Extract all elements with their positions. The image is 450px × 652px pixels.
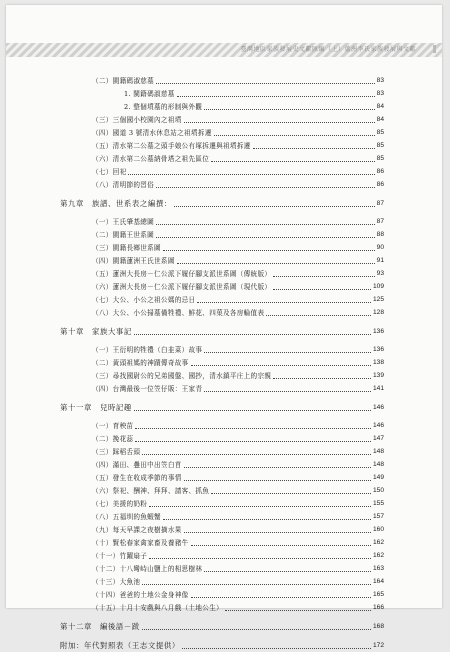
toc-leader-dots (156, 83, 375, 84)
toc-leader-dots (135, 441, 371, 442)
toc-leader-dots (204, 571, 371, 572)
toc-entry-page: 125 (372, 296, 384, 303)
toc-entry[interactable] (92, 383, 384, 395)
toc-entry-page: 165 (372, 591, 384, 598)
toc-entry-page: 128 (372, 309, 384, 316)
toc-entry[interactable] (92, 153, 384, 165)
toc-entry-page: 163 (372, 565, 384, 572)
toc-leader-dots (211, 161, 374, 162)
toc-leader-dots (134, 410, 371, 411)
toc-entry-label: （十三）大魚池 (92, 578, 141, 586)
toc-entry[interactable] (92, 433, 384, 445)
toc-leader-dots (184, 467, 371, 468)
toc-entry-label: （二）黃頭祖媽的神蹟傳奇故事 (92, 359, 189, 367)
toc-leader-dots (273, 378, 371, 379)
toc-entry-page: 157 (372, 513, 384, 520)
toc-entry-page: 149 (372, 474, 384, 481)
toc-entry-label: （二）閩籍王世系圖 (92, 231, 155, 239)
toc-leader-dots (163, 519, 371, 520)
toc-entry-label: （一）王氏肇基總圖 (92, 218, 155, 226)
toc-entry[interactable] (92, 344, 384, 356)
toc-entry-page: 166 (372, 604, 384, 611)
toc-entry[interactable] (92, 511, 384, 523)
toc-entry-label: （一）王衍明的牲禮（白韭菜）故事 (92, 346, 203, 354)
toc-chapter-entry[interactable] (60, 402, 384, 414)
toc-entry-label: 2. 整個墳墓的形制與外觀 (124, 103, 203, 111)
toc-chapter-label: 第九章 族譜、世系表之編撰： (60, 199, 172, 208)
toc-entry[interactable] (124, 101, 384, 113)
toc-entry[interactable] (92, 602, 384, 614)
toc-entry-page: 83 (376, 77, 384, 84)
toc-entry[interactable] (92, 370, 384, 382)
toc-entry-page: 141 (372, 385, 384, 392)
toc-entry-page: 87 (376, 200, 384, 207)
toc-entry-page: 136 (372, 346, 384, 353)
toc-entry-label: 1. 閩籍碼淑慈墓 (124, 90, 175, 98)
toc-entry-label: （三）尋找國尉公的兄弟國盤、國抄，清水鎮平庄上的宗親 (92, 372, 272, 380)
toc-leader-dots (135, 428, 371, 429)
toc-entry-label: （十四）爸爸的土地公金身神像 (92, 591, 189, 599)
toc-leader-dots (197, 302, 371, 303)
toc-entry-page: 91 (376, 257, 384, 264)
toc-chapter-label: 第十章 家族大事記 (60, 327, 132, 336)
toc-leader-dots (163, 250, 375, 251)
toc-entry-page: 172 (372, 642, 384, 649)
toc-entry[interactable] (92, 140, 384, 152)
toc-entry-page: 87 (376, 218, 384, 225)
toc-entry[interactable] (92, 420, 384, 432)
toc-leader-dots (156, 237, 375, 238)
toc-entry-label: （五）清水第二公墓之頭手娘公有塚拆遷與祖墳拆遷 (92, 142, 251, 150)
toc-entry-label: （八）大公、小公掃墓備牲禮、鮮花、四菓及各房輪值表 (92, 309, 265, 317)
toc-entry-label: （四）國道 3 號清水休息站之祖墳拆遷 (92, 129, 212, 137)
toc-leader-dots (273, 276, 374, 277)
toc-entry[interactable] (92, 216, 384, 228)
toc-entry-label: （九）每天早課之夜樹摘水果 (92, 526, 182, 534)
toc-leader-dots (134, 334, 371, 335)
toc-entry-label: （七）大公、小公之祖公媽的忌日 (92, 296, 196, 304)
toc-entry[interactable] (92, 550, 384, 562)
toc-leader-dots (184, 532, 371, 533)
toc-entry-page: 168 (372, 623, 384, 630)
toc-entry[interactable] (92, 485, 384, 497)
toc-leader-dots (156, 187, 375, 188)
toc-entry-page: 84 (376, 116, 384, 123)
toc-entry-page: 85 (376, 155, 384, 162)
toc-entry-label: （二）挽花蕊 (92, 435, 134, 443)
toc-chapter-entry[interactable] (60, 621, 384, 633)
toc-entry-page: 160 (372, 526, 384, 533)
toc-leader-dots (253, 148, 375, 149)
toc-entry-label: （四）台灣最後一位笠仔販：王家青 (92, 385, 203, 393)
toc-leader-dots (142, 454, 371, 455)
toc-entry-label: （六）蓮洲大長房－仁公派下履仔腳支派世系圖（現代版） (92, 283, 272, 291)
toc-leader-dots (211, 493, 371, 494)
toc-entry[interactable] (92, 537, 384, 549)
toc-entry-label: （三）三個國小校園內之祖墳 (92, 116, 182, 124)
toc-entry[interactable] (92, 307, 384, 319)
toc-entry-page: 88 (376, 231, 384, 238)
toc-chapter-label: 附加：年代對照表（王志文提供） (60, 641, 180, 650)
toc-entry[interactable] (124, 88, 384, 100)
toc-leader-dots (225, 610, 371, 611)
toc-leader-dots (142, 584, 371, 585)
toc-entry[interactable] (92, 166, 384, 178)
toc-entry-page: 86 (376, 168, 384, 175)
toc-leader-dots (142, 629, 371, 630)
toc-entry-page: 162 (372, 552, 384, 559)
toc-entry-label: （四）滿田、疊田中出笠白苜 (92, 461, 182, 469)
toc-leader-dots (273, 289, 371, 290)
toc-entry[interactable] (92, 472, 384, 484)
toc-entry-page: 150 (372, 487, 384, 494)
toc-leader-dots (174, 206, 375, 207)
toc-entry[interactable] (92, 242, 384, 254)
toc-entry-label: （七）美援的奶粉 (92, 500, 148, 508)
toc-entry[interactable] (92, 127, 384, 139)
toc-entry[interactable] (92, 589, 384, 601)
toc-entry[interactable] (92, 268, 384, 280)
toc-entry-page: 147 (372, 435, 384, 442)
toc-entry[interactable] (92, 498, 384, 510)
toc-leader-dots (177, 96, 375, 97)
document-page (6, 5, 442, 650)
toc-entry-page: 155 (372, 500, 384, 507)
toc-entry-label: （六）祭祀、酬神、拜拜、請客、抓魚 (92, 487, 210, 495)
toc-leader-dots (182, 648, 371, 649)
toc-entry-page: 84 (376, 103, 384, 110)
toc-entry[interactable] (92, 357, 384, 369)
toc-entry-label: （三）踩稻舌頭 (92, 448, 141, 456)
toc-entry-label: （十二）十八彎峙山鹽上的相思樹林 (92, 565, 203, 573)
toc-leader-dots (128, 174, 374, 175)
toc-entry-page: 148 (372, 461, 384, 468)
toc-entry[interactable] (92, 229, 384, 241)
toc-entry-page: 83 (376, 90, 384, 97)
toc-entry-label: （八）五福圳的魚蝦蟹 (92, 513, 161, 521)
toc-entry-label: （十）賢松春家禽家畜及養豬牛 (92, 539, 189, 547)
toc-entry-page: 85 (376, 142, 384, 149)
toc-entry[interactable] (92, 563, 384, 575)
toc-leader-dots (177, 263, 375, 264)
toc-leader-dots (191, 545, 371, 546)
toc-leader-dots (266, 315, 371, 316)
toc-entry-label: （七）回祀 (92, 168, 127, 176)
toc-entry-label: （四）閩籍蓮洲王氏世系圖 (92, 257, 175, 265)
toc-leader-dots (191, 597, 371, 598)
toc-leader-dots (191, 365, 371, 366)
toc-entry-page: 136 (372, 328, 384, 335)
toc-leader-dots (149, 558, 371, 559)
toc-entry[interactable] (92, 281, 384, 293)
toc-leader-dots (214, 135, 375, 136)
toc-entry-page: 109 (372, 283, 384, 290)
toc-entry-label: （三）閩籍長鄉世系圖 (92, 244, 161, 252)
toc-chapter-entry[interactable] (60, 198, 384, 210)
toc-entry-page: 162 (372, 539, 384, 546)
toc-entry-page: 164 (372, 578, 384, 585)
toc-entry[interactable] (92, 576, 384, 588)
toc-entry-page: 85 (376, 129, 384, 136)
toc-leader-dots (204, 391, 371, 392)
toc-entry-page: 90 (376, 244, 384, 251)
toc-appendix-entry[interactable] (60, 640, 384, 652)
toc-leader-dots (149, 506, 371, 507)
toc-entry-page: 139 (372, 372, 384, 379)
toc-entry[interactable] (92, 524, 384, 536)
page-edge-mark (433, 45, 436, 53)
toc-entry-label: （八）清明節的習俗 (92, 181, 155, 189)
toc-entry[interactable] (92, 446, 384, 458)
toc-leader-dots (156, 224, 375, 225)
toc-entry-page: 86 (376, 181, 384, 188)
toc-entry-page: 93 (376, 270, 384, 277)
toc-entry-label: （一）育秧苗 (92, 422, 134, 430)
toc-entry-page: 146 (372, 422, 384, 429)
toc-entry-page: 138 (372, 359, 384, 366)
toc-leader-dots (184, 480, 371, 481)
toc-entry[interactable] (92, 255, 384, 267)
toc-entry-page: 146 (372, 404, 384, 411)
toc-leader-dots (204, 352, 371, 353)
running-header: 臺灣地區家族發展史文獻匯編（上）蘆洲李氏家族發展與文獻 (240, 46, 416, 53)
toc-entry[interactable] (92, 179, 384, 191)
toc-entry[interactable] (92, 294, 384, 306)
toc-chapter-entry[interactable] (60, 326, 384, 338)
toc-entry[interactable] (92, 75, 384, 87)
toc-entry-label: （五）蓮洲大長房－仁公派下履仔腳支派世系圖（傳統版） (92, 270, 272, 278)
toc-chapter-label: 第十二章 編後語－跋 (60, 622, 140, 631)
toc-entry[interactable] (92, 114, 384, 126)
toc-leader-dots (204, 109, 374, 110)
toc-entry-label: （二）閩籍碼淑慈墓 (92, 77, 155, 85)
toc-entry-label: （十五）十月十安戲與八月戲（土地公生） (92, 604, 223, 612)
toc-leader-dots (184, 122, 375, 123)
toc-chapter-label: 第十一章 兒時記趣 (60, 403, 132, 412)
toc-entry-label: （六）清水第二公墓納骨塔之祖先區位 (92, 155, 210, 163)
toc-entry[interactable] (92, 459, 384, 471)
toc-entry-page: 148 (372, 448, 384, 455)
toc-entry-label: （五）發生在收成季節的事情 (92, 474, 182, 482)
toc-entry-label: （十一）竹躍扇子 (92, 552, 148, 560)
